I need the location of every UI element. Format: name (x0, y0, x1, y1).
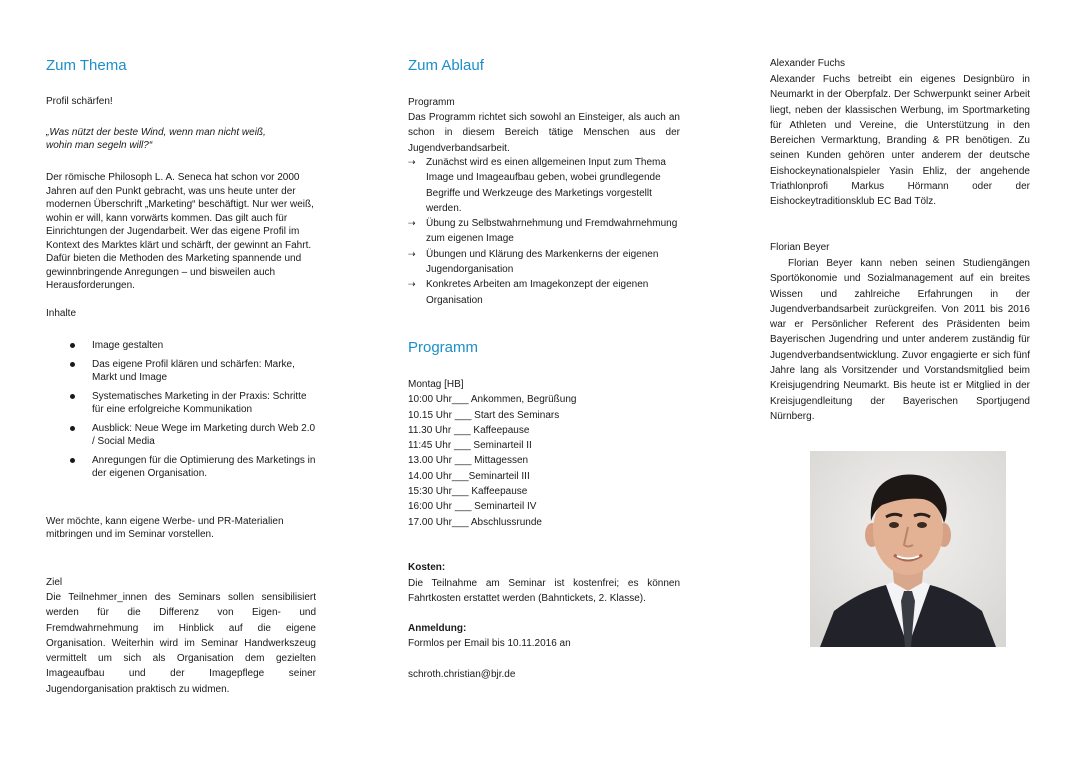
portrait-photo (810, 451, 1006, 647)
schedule-item: Seminarteil IV (474, 501, 537, 513)
step-text: Konkretes Arbeiten am Imagekonzept der eigenen Organisation (426, 279, 649, 306)
arrow-icon: ⇢ (408, 248, 416, 259)
schedule-time: 15:30 Uhr___ (408, 486, 469, 498)
schedule-time: 10:00 Uhr___ (408, 394, 469, 406)
heading-zum-ablauf: Zum Ablauf (408, 57, 484, 74)
schedule-item: Seminarteil III (468, 470, 530, 482)
list-item: Ausblick: Neue Wege im Marketing durch Web 2.0 / Social Media (46, 422, 316, 448)
schedule-item: Abschlussrunde (470, 516, 542, 528)
materials-paragraph: Wer möchte, kann eigene Werbe- und PR-Materialien mitbringen und im Seminar vorstellen. (46, 516, 284, 540)
schedule-time: 16:00 Uhr ___ (408, 501, 472, 513)
step-text: Übungen und Klärung des Markenkerns der eigenen Jugendorganisation (426, 248, 659, 276)
list-item: Das eigene Profil klären und schärfen: Marke, Markt und Image (46, 358, 316, 384)
schedule-row (408, 408, 680, 423)
programm-label: Programm (408, 97, 455, 108)
schedule-row (408, 515, 680, 530)
name-florian-beyer: Florian Beyer (770, 242, 830, 253)
schedule-time: 17.00 Uhr___ (408, 516, 469, 528)
schedule-item: Ankommen, Begrüßung (470, 394, 577, 406)
quote-line-1: „Was nützt der beste Wind, wenn man nicht weiß, (46, 127, 266, 138)
step-text: Zunächst wird es einen allgemeinen Input zum Thema Image und Imageaufbau geben, wobei grundlegende Begriffe und Werkzeuge des Marketings vorgestellt werden. (426, 157, 666, 214)
schedule-day: Montag [HB] (408, 379, 464, 390)
quote (46, 126, 316, 152)
schedule-row (408, 392, 680, 407)
schedule-row (408, 499, 680, 514)
kosten-label: Kosten: (408, 562, 446, 573)
schedule-item: Start des Seminars (474, 409, 560, 421)
intro-paragraph: Der römische Philosoph L. A. Seneca hat schon vor 2000 Jahren auf den Punkt gebracht, was uns heute unter der modernen Überschrift „Marketing“ beschäftigt. Nur wer weiß, wohin er will, kann vorwärts kommen. Das gilt auch für Einrichtungen der Jugendarbeit. Wer das eigene Profil im Kontext des Marktes klärt und schärft, der gewinnt an Fahrt. Dafür bieten die Methoden des Marketing spannende und gewinnbringende Anregungen – und bisweilen auch Herausforderungen. (46, 172, 314, 291)
schedule-row (408, 423, 680, 438)
arrow-icon: ⇢ (408, 157, 416, 167)
schedule (408, 377, 680, 530)
ziel-paragraph: Die Teilnehmer_innen des Seminars sollen sensibilisiert werden für die Differenz von Eigen- und Fremdwahrnehmung im Hinblick auf die eigene Organisation. Weiterhin wird im Seminar Handwerkszeug vermittelt um sich als Organisation dem gezielten Imageaufbau und der Imagepflege seiner Jugendorganisation praktisch zu widmen. (46, 592, 316, 695)
quote-line-2: wohin man segeln will?“ (46, 140, 153, 151)
steps-list (408, 155, 680, 308)
schedule-item: Kaffeepause (473, 424, 530, 436)
list-item (408, 247, 680, 278)
list-item: Image gestalten (46, 339, 316, 352)
kosten-text: Die Teilnahme am Seminar ist kostenfrei; es können Fahrtkosten erstattet werden (Bahntickets, 2. Klasse). (408, 578, 680, 605)
schedule-time: 10.15 Uhr ___ (408, 409, 472, 421)
list-item (408, 216, 680, 247)
schedule-item: Mittagessen (474, 455, 529, 467)
schedule-row (408, 484, 680, 499)
step-text: Übung zu Selbstwahrnehmung und Fremdwahrnehmung zum eigenen Image (426, 218, 678, 245)
bio-florian-beyer: Florian Beyer kann neben seinen Studiengängen Sportökonomie und Sozialmanagement auf ein breites Wissen und zahlreiche Erfahrungen in der Jugendverbandsarbeit zurückgreifen. Von 2011 bis 2016 war er Persönlicher Referent des Präsidenten beim Bayerischen Jugendring und unter anderem zuständig für Jugendverbandsentwicklung. Zuvor engagierte er sich fünf Jahre lang als Vorsitzender und Vorstandsmitglied beim Kreisjugendring Neumarkt. Bis heute ist er Mitglied in der Kreisjugendleitung der Bayerischen Sportjugend Nürnberg. (770, 258, 1030, 422)
anmeldung-label: Anmeldung: (408, 623, 467, 634)
inhalte-label: Inhalte (46, 308, 77, 319)
schedule-time: 11.30 Uhr ___ (408, 424, 471, 436)
heading-zum-thema: Zum Thema (46, 57, 127, 74)
email-link[interactable]: schroth.christian@bjr.de (408, 669, 516, 680)
schedule-row (408, 469, 680, 484)
name-alexander-fuchs: Alexander Fuchs (770, 58, 846, 69)
schedule-time: 13.00 Uhr ___ (408, 455, 472, 467)
anmeldung-text: Formlos per Email bis 10.11.2016 an (408, 638, 571, 649)
list-item (408, 277, 680, 308)
schedule-item: Seminarteil II (473, 440, 532, 452)
schedule-time: 14.00 Uhr___ (408, 470, 469, 482)
list-item (408, 155, 680, 216)
subheading-profil: Profil schärfen! (46, 96, 113, 107)
inhalte-list (46, 339, 316, 486)
programm-intro: Das Programm richtet sich sowohl an Einsteiger, als auch an schon in diesem Bereich tätige Menschen aus der Jugendverbandsarbeit. (408, 112, 680, 154)
schedule-row (408, 438, 680, 453)
schedule-time: 11:45 Uhr ___ (408, 440, 471, 452)
bio-alexander-fuchs: Alexander Fuchs betreibt ein eigenes Designbüro in Neumarkt in der Oberpfalz. Der Schwerpunkt seiner Arbeit liegt, neben der klassischen Werbung, im Sportmarketing für Athleten und Vereine, die Unterstützung in den Bereichen Vermarktung, Branding & PR benötigen. Zu seinen Kunden gehören unter anderem der deutsche Eishockeynationalspieler Yasin Ehliz, der angehende Triathlonprofi Markus Hörmann oder der Eishockeytraditionsklub EC Bad Tölz. (770, 74, 1030, 208)
schedule-row (408, 453, 680, 468)
list-item: Anregungen für die Optimierung des Marketings in der eigenen Organisation. (46, 454, 316, 480)
list-item: Systematisches Marketing in der Praxis: Schritte für eine erfolgreiche Kommunikation (46, 390, 316, 416)
arrow-icon: ⇢ (408, 279, 416, 290)
portrait-illustration (810, 451, 1006, 647)
ziel-label: Ziel (46, 577, 63, 588)
arrow-icon: ⇢ (408, 218, 416, 229)
schedule-item: Kaffeepause (471, 486, 528, 498)
heading-programm: Programm (408, 339, 479, 356)
